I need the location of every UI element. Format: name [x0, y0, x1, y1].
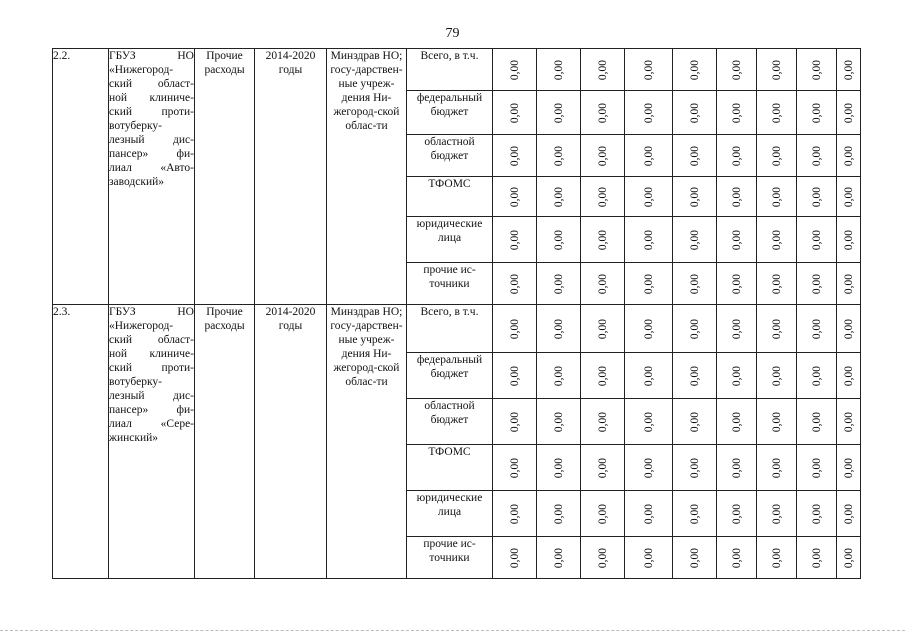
amount-cell: [837, 217, 861, 263]
expense-category: Прочие расходы: [195, 305, 255, 579]
amount-cell: [537, 177, 581, 217]
amount-value: 0,00: [596, 457, 609, 478]
amount-value: 0,00: [810, 229, 823, 250]
amount-cell: [537, 217, 581, 263]
amount-value: 0,00: [508, 59, 521, 80]
amount-cell: [797, 49, 837, 91]
amount-value: 0,00: [552, 273, 565, 294]
amount-cell: [837, 263, 861, 305]
amount-value: 0,00: [642, 365, 655, 386]
amount-value: 0,00: [552, 102, 565, 123]
amount-cell: [837, 399, 861, 445]
period: 2014-2020 годы: [255, 49, 327, 305]
amount-value: 0,00: [770, 457, 783, 478]
institution-line: жинский»: [109, 432, 159, 444]
amount-cell: [493, 217, 537, 263]
amount-value: 0,00: [508, 365, 521, 386]
amount-cell: [493, 445, 537, 491]
amount-cell: [581, 49, 625, 91]
amount-value: 0,00: [688, 273, 701, 294]
amount-value: 0,00: [770, 102, 783, 123]
amount-value: 0,00: [688, 411, 701, 432]
amount-cell: [717, 537, 757, 579]
amount-cell: [673, 91, 717, 135]
institution-name: [109, 49, 195, 305]
amount-value: 0,00: [508, 503, 521, 524]
institution-line: ГБУЗ НО: [109, 306, 194, 318]
amount-value: 0,00: [596, 503, 609, 524]
amount-value: 0,00: [810, 273, 823, 294]
amount-cell: [537, 353, 581, 399]
amount-value: 0,00: [552, 411, 565, 432]
amount-cell: [625, 49, 673, 91]
amount-value: 0,00: [810, 547, 823, 568]
amount-cell: [717, 305, 757, 353]
amount-value: 0,00: [770, 229, 783, 250]
amount-value: 0,00: [842, 411, 855, 432]
amount-cell: [625, 135, 673, 177]
amount-value: 0,00: [730, 186, 743, 207]
amount-value: 0,00: [642, 457, 655, 478]
amount-value: 0,00: [810, 457, 823, 478]
amount-cell: [625, 217, 673, 263]
amount-value: 0,00: [688, 457, 701, 478]
amount-cell: [537, 49, 581, 91]
amount-cell: [797, 177, 837, 217]
amount-value: 0,00: [770, 365, 783, 386]
amount-cell: [717, 263, 757, 305]
institution-line: заводский»: [109, 176, 165, 188]
amount-value: 0,00: [770, 145, 783, 166]
amount-cell: [493, 49, 537, 91]
amount-cell: [797, 491, 837, 537]
amount-cell: [581, 263, 625, 305]
institution-name: [109, 305, 195, 579]
executor: Минздрав НО; госу-дарствен-ные учреж-дения Ни-жегород-ской облас-ти: [327, 305, 407, 579]
amount-cell: [673, 445, 717, 491]
amount-cell: [581, 399, 625, 445]
amount-value: 0,00: [552, 145, 565, 166]
amount-value: 0,00: [508, 318, 521, 339]
amount-value: 0,00: [642, 273, 655, 294]
item-number: 2.3.: [53, 305, 109, 579]
institution-line: лиал «Авто-: [109, 162, 194, 174]
amount-cell: [797, 263, 837, 305]
amount-value: 0,00: [508, 186, 521, 207]
amount-value: 0,00: [552, 229, 565, 250]
amount-value: 0,00: [552, 547, 565, 568]
item-number: 2.2.: [53, 49, 109, 305]
amount-value: 0,00: [688, 365, 701, 386]
amount-cell: [673, 49, 717, 91]
amount-value: 0,00: [842, 102, 855, 123]
amount-cell: [625, 305, 673, 353]
amount-cell: [837, 537, 861, 579]
amount-value: 0,00: [730, 145, 743, 166]
amount-cell: [757, 353, 797, 399]
amount-value: 0,00: [552, 318, 565, 339]
amount-cell: [493, 399, 537, 445]
amount-cell: [625, 263, 673, 305]
amount-cell: [493, 135, 537, 177]
institution-line: ной клиниче-: [109, 348, 194, 360]
institution-line: «Нижегород-: [109, 320, 174, 332]
amount-cell: [757, 135, 797, 177]
amount-value: 0,00: [596, 59, 609, 80]
institution-line: ГБУЗ НО: [109, 50, 194, 62]
amount-value: 0,00: [596, 318, 609, 339]
amount-value: 0,00: [730, 102, 743, 123]
amount-value: 0,00: [688, 186, 701, 207]
amount-cell: [757, 445, 797, 491]
amount-value: 0,00: [508, 229, 521, 250]
amount-cell: [673, 263, 717, 305]
amount-cell: [717, 353, 757, 399]
institution-line: лезный дис-: [109, 390, 194, 402]
amount-cell: [537, 445, 581, 491]
funding-source: прочие ис-точники: [407, 263, 493, 305]
amount-cell: [797, 305, 837, 353]
amount-cell: [581, 217, 625, 263]
institution-line: ский проти-: [109, 106, 194, 118]
amount-cell: [625, 91, 673, 135]
institution-line: лиал «Сере-: [109, 418, 194, 430]
amount-value: 0,00: [508, 145, 521, 166]
amount-value: 0,00: [642, 59, 655, 80]
amount-value: 0,00: [810, 59, 823, 80]
amount-cell: [493, 91, 537, 135]
amount-cell: [625, 491, 673, 537]
amount-cell: [625, 537, 673, 579]
amount-cell: [837, 177, 861, 217]
amount-cell: [717, 491, 757, 537]
amount-value: 0,00: [770, 273, 783, 294]
amount-cell: [717, 135, 757, 177]
amount-value: 0,00: [552, 503, 565, 524]
amount-cell: [625, 177, 673, 217]
amount-value: 0,00: [552, 365, 565, 386]
amount-value: 0,00: [642, 229, 655, 250]
institution-line: ной клиниче-: [109, 92, 194, 104]
amount-cell: [493, 263, 537, 305]
amount-cell: [581, 537, 625, 579]
amount-value: 0,00: [596, 102, 609, 123]
amount-cell: [757, 91, 797, 135]
amount-cell: [673, 217, 717, 263]
amount-cell: [537, 399, 581, 445]
amount-cell: [493, 177, 537, 217]
amount-value: 0,00: [730, 229, 743, 250]
institution-line: пансер» фи-: [109, 404, 194, 416]
amount-value: 0,00: [842, 186, 855, 207]
amount-cell: [717, 399, 757, 445]
amount-value: 0,00: [770, 186, 783, 207]
amount-cell: [673, 491, 717, 537]
amount-cell: [717, 217, 757, 263]
amount-value: 0,00: [508, 547, 521, 568]
amount-value: 0,00: [730, 503, 743, 524]
amount-value: 0,00: [642, 411, 655, 432]
amount-cell: [837, 49, 861, 91]
amount-cell: [797, 91, 837, 135]
amount-cell: [493, 491, 537, 537]
institution-line: пансер» фи-: [109, 148, 194, 160]
amount-cell: [537, 135, 581, 177]
amount-value: 0,00: [688, 229, 701, 250]
amount-value: 0,00: [842, 547, 855, 568]
amount-value: 0,00: [596, 273, 609, 294]
institution-line: «Нижегород-: [109, 64, 174, 76]
amount-cell: [757, 217, 797, 263]
amount-cell: [757, 305, 797, 353]
amount-value: 0,00: [688, 102, 701, 123]
amount-value: 0,00: [730, 365, 743, 386]
amount-value: 0,00: [810, 186, 823, 207]
amount-value: 0,00: [810, 365, 823, 386]
amount-cell: [717, 49, 757, 91]
funding-source: Всего, в т.ч.: [407, 49, 493, 91]
amount-value: 0,00: [508, 102, 521, 123]
amount-cell: [797, 399, 837, 445]
institution-line: ский област-: [109, 78, 194, 90]
amount-value: 0,00: [730, 457, 743, 478]
amount-cell: [673, 353, 717, 399]
amount-value: 0,00: [770, 547, 783, 568]
amount-cell: [797, 135, 837, 177]
amount-cell: [797, 217, 837, 263]
amount-value: 0,00: [810, 102, 823, 123]
amount-value: 0,00: [596, 547, 609, 568]
amount-cell: [797, 353, 837, 399]
amount-value: 0,00: [596, 186, 609, 207]
table-row: [53, 49, 861, 91]
amount-value: 0,00: [770, 503, 783, 524]
amount-cell: [837, 135, 861, 177]
amount-cell: [581, 135, 625, 177]
amount-cell: [797, 445, 837, 491]
amount-value: 0,00: [842, 229, 855, 250]
amount-value: 0,00: [842, 365, 855, 386]
amount-value: 0,00: [642, 145, 655, 166]
amount-cell: [625, 445, 673, 491]
amount-cell: [493, 353, 537, 399]
funding-source: юридические лица: [407, 491, 493, 537]
funding-source: ТФОМС: [407, 177, 493, 217]
amount-value: 0,00: [810, 145, 823, 166]
amount-cell: [581, 177, 625, 217]
amount-cell: [673, 305, 717, 353]
amount-value: 0,00: [730, 547, 743, 568]
budget-table: [52, 48, 861, 579]
amount-value: 0,00: [770, 318, 783, 339]
amount-value: 0,00: [552, 59, 565, 80]
amount-value: 0,00: [810, 318, 823, 339]
amount-value: 0,00: [552, 186, 565, 207]
amount-cell: [581, 491, 625, 537]
amount-value: 0,00: [688, 318, 701, 339]
amount-cell: [581, 91, 625, 135]
amount-value: 0,00: [552, 457, 565, 478]
amount-value: 0,00: [730, 411, 743, 432]
amount-value: 0,00: [842, 503, 855, 524]
funding-source: юридические лица: [407, 217, 493, 263]
funding-source: ТФОМС: [407, 445, 493, 491]
amount-value: 0,00: [508, 273, 521, 294]
amount-cell: [757, 537, 797, 579]
amount-value: 0,00: [842, 59, 855, 80]
amount-value: 0,00: [688, 145, 701, 166]
amount-cell: [673, 135, 717, 177]
amount-cell: [493, 305, 537, 353]
amount-cell: [717, 91, 757, 135]
funding-source: федеральный бюджет: [407, 353, 493, 399]
amount-cell: [537, 537, 581, 579]
amount-cell: [537, 305, 581, 353]
amount-value: 0,00: [596, 411, 609, 432]
amount-cell: [673, 399, 717, 445]
amount-value: 0,00: [596, 365, 609, 386]
amount-cell: [837, 353, 861, 399]
amount-cell: [625, 399, 673, 445]
amount-value: 0,00: [596, 145, 609, 166]
amount-value: 0,00: [730, 59, 743, 80]
amount-value: 0,00: [596, 229, 609, 250]
amount-value: 0,00: [842, 457, 855, 478]
amount-cell: [537, 491, 581, 537]
amount-value: 0,00: [842, 145, 855, 166]
amount-cell: [717, 177, 757, 217]
amount-cell: [837, 91, 861, 135]
amount-cell: [537, 91, 581, 135]
amount-value: 0,00: [770, 411, 783, 432]
amount-value: 0,00: [810, 411, 823, 432]
footer-divider: [0, 630, 905, 631]
amount-value: 0,00: [642, 102, 655, 123]
institution-line: вотуберку-: [109, 376, 162, 388]
institution-line: ский проти-: [109, 362, 194, 374]
funding-source: федеральный бюджет: [407, 91, 493, 135]
amount-value: 0,00: [770, 59, 783, 80]
amount-cell: [493, 537, 537, 579]
amount-value: 0,00: [642, 503, 655, 524]
amount-cell: [581, 305, 625, 353]
funding-source: прочие ис-точники: [407, 537, 493, 579]
amount-cell: [757, 263, 797, 305]
amount-value: 0,00: [642, 547, 655, 568]
amount-cell: [837, 491, 861, 537]
amount-value: 0,00: [508, 457, 521, 478]
amount-cell: [797, 537, 837, 579]
amount-cell: [757, 49, 797, 91]
amount-value: 0,00: [688, 547, 701, 568]
funding-source: областной бюджет: [407, 135, 493, 177]
institution-line: лезный дис-: [109, 134, 194, 146]
expense-category: Прочие расходы: [195, 49, 255, 305]
amount-cell: [837, 305, 861, 353]
amount-value: 0,00: [810, 503, 823, 524]
amount-cell: [717, 445, 757, 491]
amount-cell: [673, 537, 717, 579]
amount-cell: [625, 353, 673, 399]
amount-value: 0,00: [842, 318, 855, 339]
institution-line: вотуберку-: [109, 120, 162, 132]
amount-value: 0,00: [842, 273, 855, 294]
amount-value: 0,00: [730, 318, 743, 339]
amount-cell: [757, 177, 797, 217]
amount-value: 0,00: [642, 186, 655, 207]
amount-cell: [757, 491, 797, 537]
amount-cell: [757, 399, 797, 445]
amount-value: 0,00: [730, 273, 743, 294]
amount-cell: [673, 177, 717, 217]
amount-value: 0,00: [642, 318, 655, 339]
amount-cell: [837, 445, 861, 491]
funding-source: областной бюджет: [407, 399, 493, 445]
page-number: 79: [445, 26, 460, 41]
amount-value: 0,00: [688, 503, 701, 524]
amount-cell: [581, 353, 625, 399]
funding-source: Всего, в т.ч.: [407, 305, 493, 353]
institution-line: ский област-: [109, 334, 194, 346]
executor: Минздрав НО; госу-дарствен-ные учреж-дения Ни-жегород-ской облас-ти: [327, 49, 407, 305]
amount-value: 0,00: [688, 59, 701, 80]
amount-cell: [581, 445, 625, 491]
table-row: [53, 305, 861, 353]
amount-cell: [537, 263, 581, 305]
amount-value: 0,00: [508, 411, 521, 432]
period: 2014-2020 годы: [255, 305, 327, 579]
